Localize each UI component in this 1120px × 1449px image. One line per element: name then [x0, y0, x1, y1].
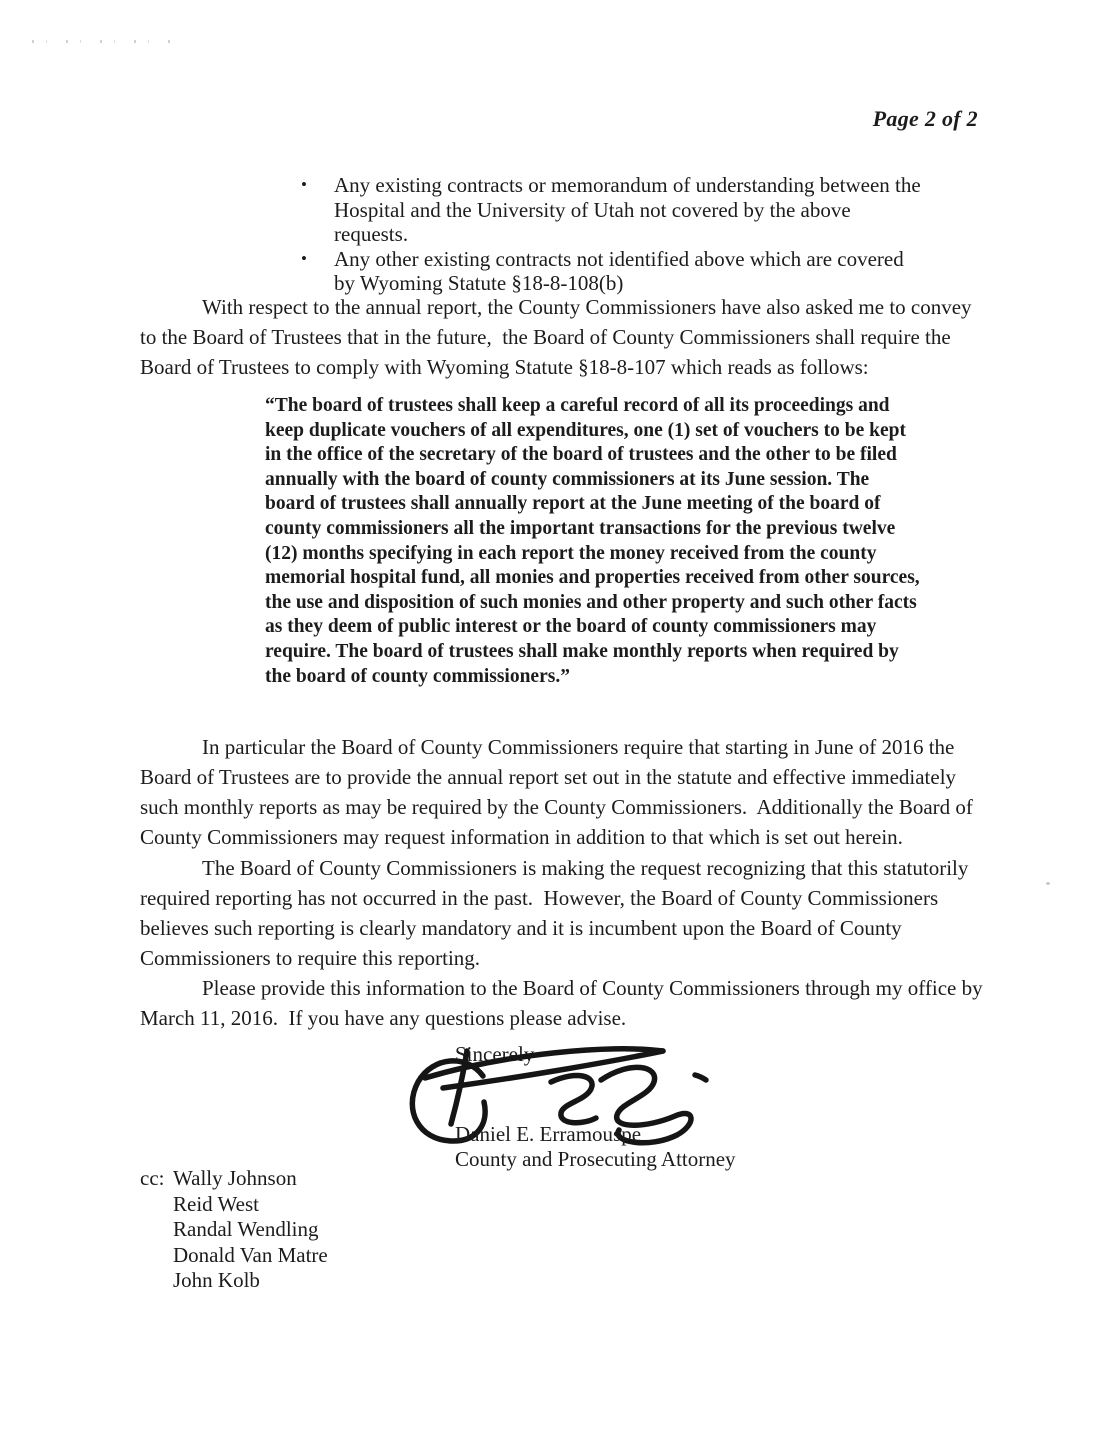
paragraph-annual-report: With respect to the annual report, the County Commissioners have also asked me to convey to the Board of Trustees that in the future, the Board of County Commissioners shall require the Board of Trustees to comply with Wyoming Statute §18-8-107 which reads as follows: [140, 295, 977, 379]
bullet-icon: • [301, 175, 307, 194]
cc-label: cc: [140, 1166, 165, 1190]
signer-title: County and Prosecuting Attorney [455, 1147, 736, 1171]
paragraph-in-particular: In particular the Board of County Commissioners require that starting in June of 2016 the Board of Trustees are to provide the annual report set out in the statute and effective immediately such monthly reports as may be required by the County Commissioners. Additionally the Board of County Commissioners may request information in addition to that which is set out herein. [140, 735, 979, 849]
cc-name: Donald Van Matre [173, 1242, 328, 1267]
cc-name: John Kolb [173, 1268, 260, 1292]
cc-name: Wally Johnson [173, 1166, 297, 1190]
bullet-list [298, 173, 926, 296]
closing-salutation: Sincerely [455, 1042, 535, 1066]
cc-name: Randal Wendling [173, 1217, 319, 1241]
paragraph-please-provide: Please provide this information to the Board of County Commissioners through my office by March 11, 2016. If you have any questions please advise. [140, 976, 988, 1030]
statute-quote: “The board of trustees shall keep a careful record of all its proceedings and keep duplicate vouchers of all expenditures, one (1) set of vouchers to be kept in the office of the secretary of the board of trustees and the other to be filed annually with the board of county commissioners at its June session. The board of trustees shall annually report at the June meeting of the board of county commissioners all the important transactions for the previous twelve (12) months specifying in each report the money received from the county memorial hospital fund, all monies and properties received from other sources, the use and disposition of such monies and other property and such other facts as they deem of public interest or the board of county commissioners may require. The board of trustees shall make monthly reports when required by the board of county commissioners.” [265, 395, 925, 687]
bullet-text: Any existing contracts or memorandum of understanding between the Hospital and the University of Utah not covered by the above requests. [334, 173, 921, 246]
bullet-text: Any other existing contracts not identified above which are covered by Wyoming Statute §18-8-108(b) [334, 246, 904, 295]
scan-speck [1046, 882, 1050, 885]
paragraph-request-recognizing: The Board of County Commissioners is making the request recognizing that this statutorily required reporting has not occurred in the past. However, the Board of County Commissioners believes such reporting is clearly mandatory and it is incumbent upon the Board of County Commissioners to require this reporting. [140, 856, 974, 970]
bullet-item [298, 247, 926, 296]
cc-block [140, 1166, 328, 1294]
scan-artifact [32, 40, 182, 43]
cc-names [173, 1166, 328, 1294]
bullet-icon: • [301, 248, 307, 268]
signer-name: Daniel E. Erramouspe [455, 1122, 642, 1146]
bullet-item [298, 173, 926, 247]
cc-name: Reid West [173, 1191, 259, 1216]
page-number: Page 2 of 2 [872, 106, 978, 131]
